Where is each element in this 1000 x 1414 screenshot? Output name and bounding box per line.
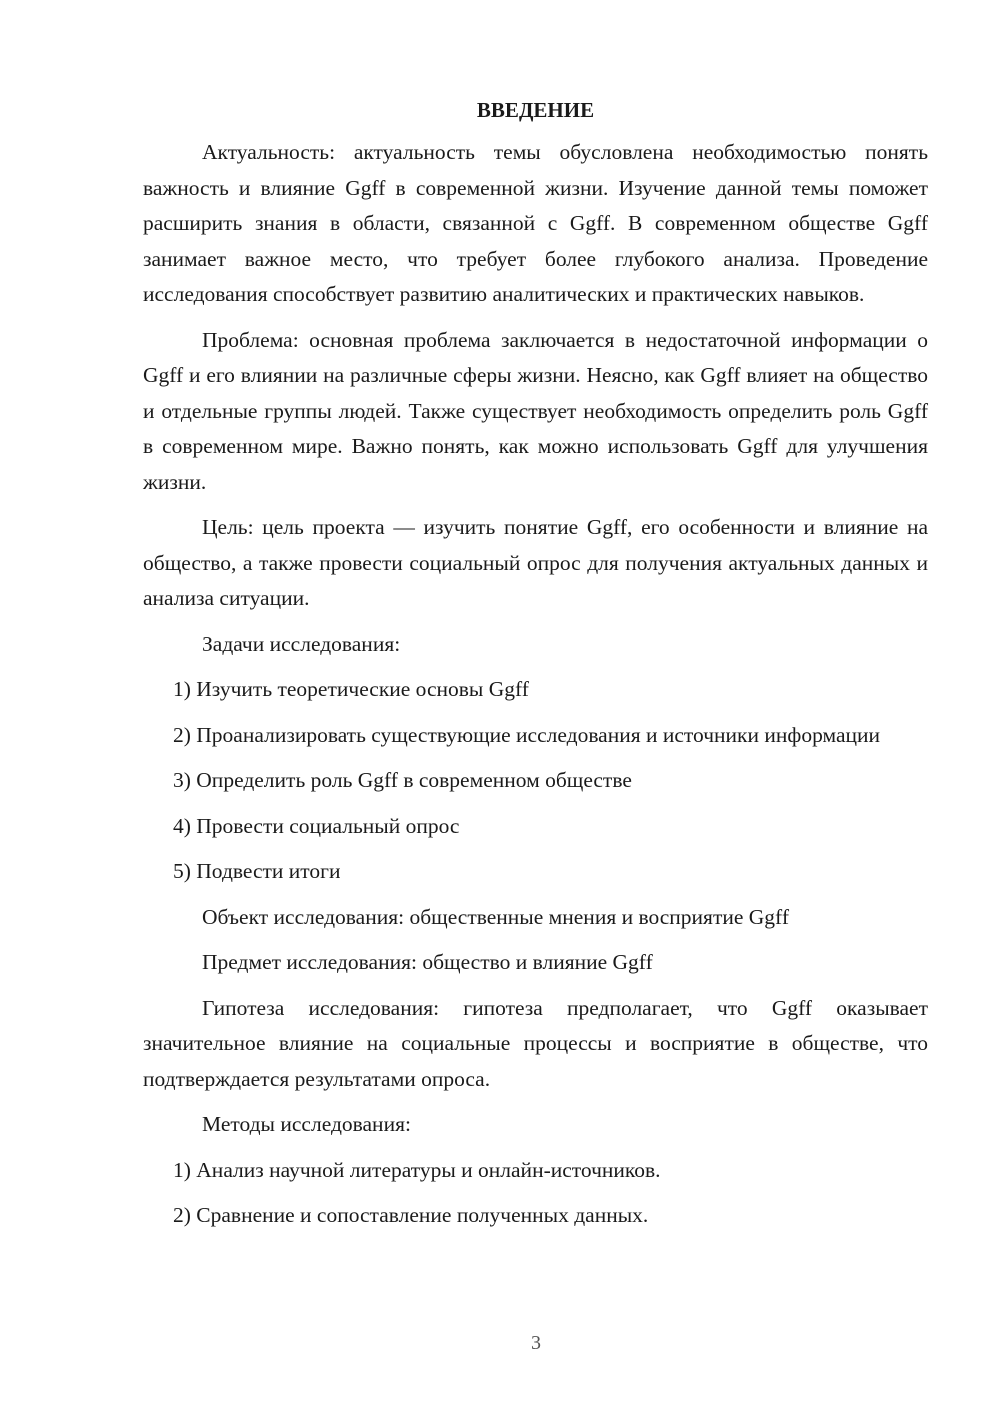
- problem-paragraph: Проблема: основная проблема заключается в недостаточной информации о Ggff и его влиянии на различные сферы жизни. Неясно, как Ggff влияет на общество и отдельные группы людей. Также существует необходимость определить роль Ggff в современном мире. Важно понять, как можно использовать Ggff для улучшения жизни.: [143, 327, 928, 494]
- task-item: 3) Определить роль Ggff в современном обществе: [173, 768, 632, 792]
- tasks-heading: Задачи исследования:: [202, 631, 401, 656]
- hypothesis-paragraph: Гипотеза исследования: гипотеза предполагает, что Ggff оказывает значительное влияние на социальные процессы и восприятие в обществе, что подтверждается результатами опроса.: [143, 995, 928, 1091]
- page-number: 3: [531, 1332, 541, 1354]
- research-object: Объект исследования: общественные мнения и восприятие Ggff: [202, 904, 789, 929]
- task-item: 1) Изучить теоретические основы Ggff: [173, 677, 529, 701]
- document-body: [143, 95, 928, 1244]
- page-title: ВВЕДЕНИЕ: [476, 98, 595, 122]
- task-item: 5) Подвести итоги: [173, 859, 341, 883]
- relevance-paragraph: Актуальность: актуальность темы обусловлена необходимостью понять важность и влияние Ggff в современной жизни. Изучение данной темы поможет расширить знания в области, связанной с Ggff. В современном обществе Ggff занимает важное место, что требует более глубокого анализа. Проведение исследования способствует развитию аналитических и практических навыков.: [143, 140, 928, 306]
- task-item: 4) Провести социальный опрос: [173, 813, 460, 838]
- goal-paragraph: Цель: цель проекта — изучить понятие Ggff, его особенности и влияние на общество, а также провести социальный опрос для получения актуальных данных и анализа ситуации.: [143, 515, 928, 610]
- research-subject: Предмет исследования: общество и влияние Ggff: [202, 950, 653, 974]
- method-item: 2) Сравнение и сопоставление полученных данных.: [173, 1203, 649, 1227]
- task-item: 2) Проанализировать существующие исследования и источники информации: [173, 722, 881, 747]
- method-item: 1) Анализ научной литературы и онлайн-источников.: [173, 1157, 661, 1182]
- methods-heading: Методы исследования:: [202, 1112, 411, 1136]
